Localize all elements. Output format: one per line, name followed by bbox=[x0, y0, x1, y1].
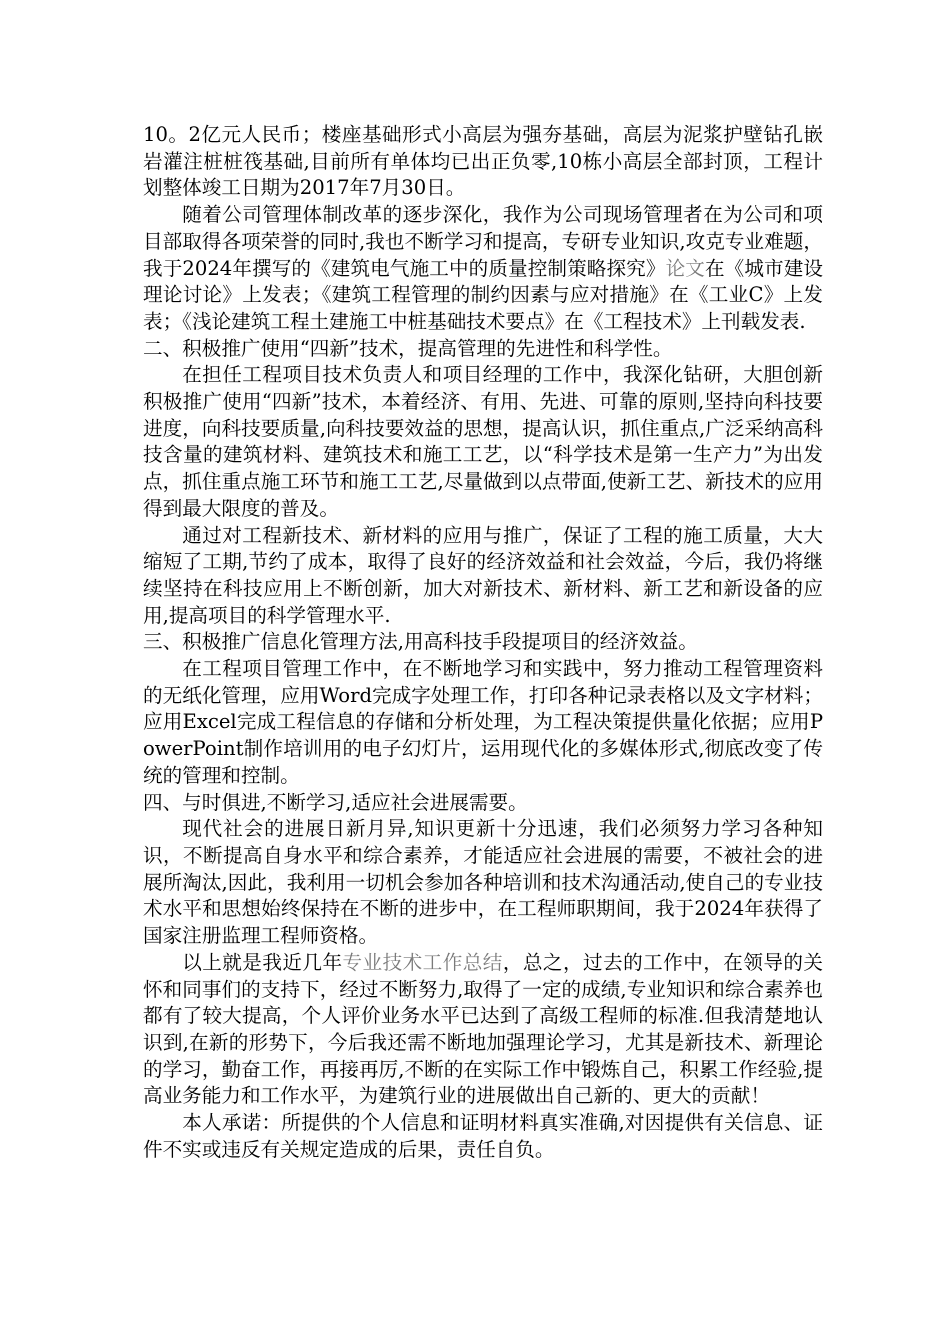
text-segment: 二、积极推广使用“四新”技术，提高管理的先进性和科学性。 bbox=[143, 336, 673, 360]
section-heading bbox=[143, 336, 823, 363]
body-paragraph bbox=[143, 362, 823, 522]
inline-link[interactable]: 论文 bbox=[665, 256, 705, 280]
text-segment: 在工程项目管理工作中，在不断地学习和实践中，努力推动工程管理资料的无纸化管理，应用Word完成字处理工作，打印各种记录表格以及文字材料；应用Excel完成工程信息的存储和分析处理，为工程决策提供量化依据；应用PowerPoint制作培训用的电子幻灯片，运用现代化的多媒体形式,彻底改变了传统的管理和控制。 bbox=[143, 657, 823, 787]
body-paragraph bbox=[143, 523, 823, 630]
text-segment: 本人承诺：所提供的个人信息和证明材料真实准确,对因提供有关信息、证件不实或违反有关规定造成的后果，责任自负。 bbox=[143, 1111, 823, 1161]
text-segment: ，总之，过去的工作中，在领导的关怀和同事们的支持下，经过不断努力,取得了一定的成绩,专业知识和综合素养也都有了较大提高，个人评价业务水平已达到了高级工程师的标准.但我清楚地认识到,在新的形势下，今后我还需不断地加强理论学习，尤其是新技术、新理论的学习，勤奋工作，再接再厉,不断的在实际工作中锻炼自己，积累工作经验,提高业务能力和工作水平，为建筑行业的进展做出自己新的、更大的贡献！ bbox=[143, 950, 824, 1108]
body-paragraph bbox=[143, 950, 823, 1110]
text-segment: 四、与时俱进,不断学习,适应社会进展需要。 bbox=[143, 790, 528, 814]
section-heading bbox=[143, 629, 823, 656]
text-segment: 10。2亿元人民币；楼座基础形式小高层为强夯基础，高层为泥浆护壁钻孔嵌岩灌注桩桩筏基础,目前所有单体均已出正负零,10栋小高层全部封顶，工程计划整体竣工日期为2017年7月30日。 bbox=[143, 123, 823, 200]
body-paragraph bbox=[143, 1110, 823, 1163]
text-segment: 在《城市建设理论讨论》上发表；《建筑工程管理的制约因素与应对措施》在《工业C》上发表；《浅论建筑工程土建施工中桩基础技术要点》在《工程技术》上刊载发表. bbox=[143, 256, 824, 333]
body-paragraph bbox=[143, 122, 823, 202]
text-segment: 以上就是我近几年 bbox=[182, 950, 343, 974]
text-segment: 在担任工程项目技术负责人和项目经理的工作中，我深化钻研，大胆创新积极推广使用“四新”技术，本着经济、有用、先进、可靠的原则,坚持向科技要进度，向科技要质量,向科技要效益的思想，提高认识，抓住重点,广泛采纳高科技含量的建筑材料、建筑技术和施工工艺，以“科学技术是第一生产力”为出发点，抓住重点施工环节和施工工艺,尽量做到以点带面,使新工艺、新技术的应用得到最大限度的普及。 bbox=[143, 363, 823, 520]
body-paragraph bbox=[143, 656, 823, 790]
body-paragraph bbox=[143, 202, 823, 336]
text-segment: 三、积极推广信息化管理方法,用高科技手段提项目的经济效益。 bbox=[143, 630, 698, 654]
inline-link[interactable]: 专业技术工作总结 bbox=[342, 950, 503, 974]
document-body bbox=[143, 122, 823, 1163]
text-segment: 现代社会的进展日新月异,知识更新十分迅速，我们必须努力学习各种知识，不断提高自身水平和综合素养，才能适应社会进展的需要，不被社会的进展所淘汰,因此，我利用一切机会参加各种培训和技术沟通活动,使自己的专业技术水平和思想始终保持在不断的进步中，在工程师职期间，我于2024年获得了国家注册监理工程师资格。 bbox=[143, 817, 823, 948]
text-segment: 通过对工程新技术、新材料的应用与推广，保证了工程的施工质量，大大缩短了工期,节约了成本，取得了良好的经济效益和社会效益，今后，我仍将继续坚持在科技应用上不断创新，加大对新技术、新材料、新工艺和新设备的应用,提高项目的科学管理水平. bbox=[143, 523, 823, 627]
section-heading bbox=[143, 790, 823, 817]
body-paragraph bbox=[143, 816, 823, 950]
text-segment: 随着公司管理体制改革的逐步深化，我作为公司现场管理者在为公司和项目部取得各项荣誉的同时,我也不断学习和提高，专研专业知识,攻克专业难题，我于2024年撰写的《建筑电气施工中的质量控制策略探究》 bbox=[143, 203, 823, 280]
